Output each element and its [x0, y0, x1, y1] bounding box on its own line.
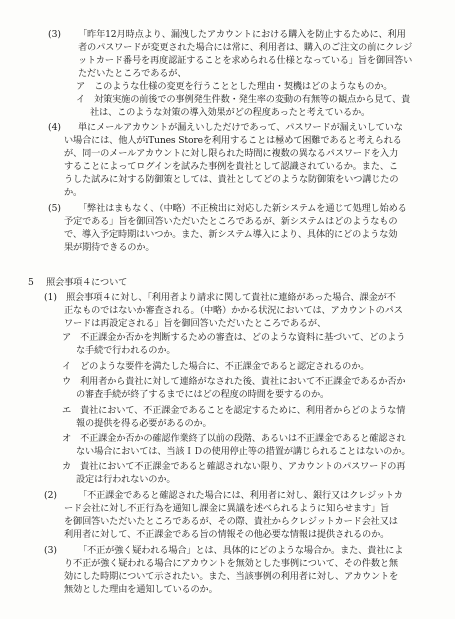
text-line: が、同一のメールアカウントに対し限られた時間に複数の異なるパスワードを入力: [64, 148, 399, 159]
text-line: を御回答いただいたところであるが、その際、貴社からクレジットカード会社又は: [64, 516, 398, 527]
text-line: ア このような仕様の変更を行うこととした理由・契機はどのようなものか。: [76, 81, 393, 92]
item-number-3: (3): [48, 29, 62, 40]
text-line: 単にメールアカウントが漏えいしただけであって、パスワードが漏えいしていな: [78, 122, 403, 133]
item-number-2: (2): [44, 490, 58, 501]
text-line: 正なものではないか審査される。（中略）かかる状況においては、アカウントのパス: [64, 305, 403, 316]
section-number-5: 5: [28, 277, 34, 288]
text-line: オ 不正課金か否かの確認作業終了以前の段階、あるいは不正課金であると確認され: [62, 433, 406, 444]
text-line: 果が期待できるのか。: [64, 242, 155, 253]
text-line: か。: [64, 187, 83, 198]
text-line: 設定は行われないのか。: [76, 474, 176, 485]
text-line: ウ 利用者から貴社に対して連絡がなされた後、貴社において不正課金であるか否か: [62, 376, 406, 387]
text-line: 報の提供を得る必要があるのか。: [76, 418, 212, 429]
text-line: ワードは再設定される」旨を御回答いただいたところであるが、: [64, 318, 326, 329]
text-line: 利用者に対して、不正課金である旨の情報その他必要な情報は提供されるのか。: [64, 529, 390, 540]
text-line: の審査手続が終了するまでにはどの程度の時間を要するのか。: [76, 389, 330, 400]
text-line: イ どのような要件を満たした場合に、不正課金であると認定されるのか。: [62, 361, 370, 372]
text-line: い場合には、他人がiTunes Storeを利用することは極めて困難であると考えられる: [64, 135, 402, 146]
text-line: で、導入予定時期はいつか。また、新システム導入により、具体的にどのような効: [64, 229, 398, 240]
text-line: カ 貴社において不正課金であると確認されない限り、アカウントのパスワードの再: [62, 461, 406, 472]
section-heading: 照会事項４について: [46, 277, 128, 288]
item-number-4: (4): [48, 122, 62, 133]
text-line: ットカード番号を再度認証することを求められる仕様となっている」旨を御回答い: [78, 55, 413, 66]
text-line: 者のパスワードが変更された場合には常に、利用者は、購入のご注文の前にクレジ: [78, 42, 413, 53]
text-line: 無効とした理由を通知しているのか。: [64, 584, 218, 595]
text-line: り不正が強く疑われる場合にアカウントを無効とした事例について、その件数と無: [64, 558, 398, 569]
text-line: イ 対策実施の前後での事例発生件数・発生率の変動の有無等の観点から見て、貴: [76, 94, 411, 105]
text-line: ア 不正課金か否かを判断するための審査は、どのような資料に基づいて、どのよう: [62, 332, 406, 343]
text-line: エ 貴社において、不正課金であることを認定するために、利用者からどのような情: [62, 405, 406, 416]
text-line: 照会事項４に対し、「利用者より請求に関して貴社に連絡があった場合、課金が不: [66, 292, 396, 303]
item-number-5: (5): [48, 203, 62, 214]
text-line: うした試みに対する防御策としては、貴社としてどのような防御策をいつ講じたの: [64, 174, 399, 185]
text-line: ない場合においては、当該ＩＤの使用停止等の措置が講じられることはないのか。: [76, 446, 411, 457]
text-line: ただいたところであるが、: [78, 68, 187, 79]
text-line: 社は、このような対策の導入効果がどの程度あったと考えているか。: [90, 107, 371, 118]
item-number-3-b: (3): [44, 545, 58, 556]
text-line: 「不正課金であると確認された場合には、利用者に対し、銀行又はクレジットカ: [78, 490, 403, 501]
text-line: 予定である」旨を御回答いただいたところであるが、新システムはどのようなもの: [64, 216, 398, 227]
text-line: 効にした時期について示されたい。また、当該事例の利用者に対し、アカウントを: [64, 571, 399, 582]
text-line: 「不正が強く疑われる場合」とは、具体的にどのような場合か。また、貴社によ: [78, 545, 404, 556]
text-line: な手続で行われるのか。: [76, 345, 176, 356]
text-line: ード会社に対し不正行為を通知し課金に異議を述べられるように知らせます」旨: [64, 503, 390, 514]
item-number-1: (1): [44, 292, 58, 303]
text-line: することによってログインを試みた事例を貴社として認識されているか。また、こ: [64, 161, 398, 172]
text-line: 「昨年12月時点より、漏洩したアカウントにおける購入を防止するために、利用: [78, 29, 406, 40]
text-line: 「弊社はまもなく、（中略）不正検出に対応した新システムを通じて処理し始める: [78, 203, 407, 214]
